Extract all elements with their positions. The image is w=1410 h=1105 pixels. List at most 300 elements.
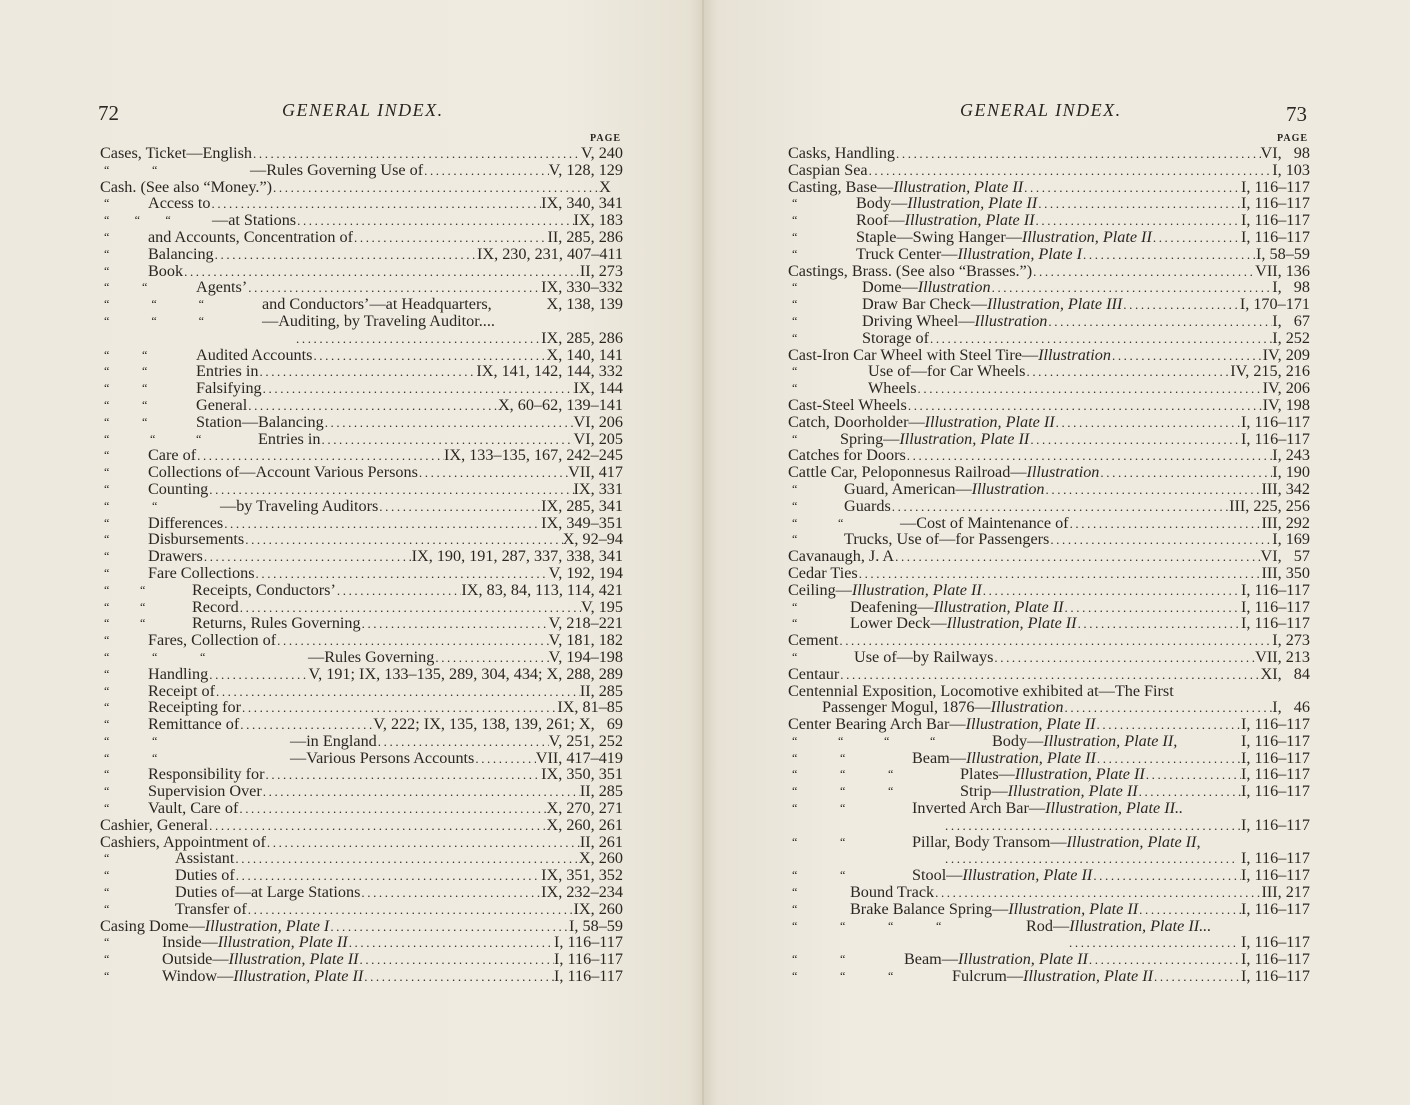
index-entry xyxy=(100,498,623,515)
entry-text: Cast-Iron Car Wheel with Steel Tire— xyxy=(788,345,1039,364)
entry-illustration-note: Illustration, Plate II xyxy=(1007,782,1138,801)
entry-heading xyxy=(100,800,238,817)
index-entry xyxy=(100,330,623,347)
entry-text: Storage of xyxy=(862,328,929,347)
entry-text: —in England xyxy=(290,731,377,750)
page-reference: I, 116–117 xyxy=(1241,950,1310,969)
index-entry xyxy=(788,884,1310,901)
index-entry xyxy=(100,229,623,246)
ditto-mark: “ xyxy=(104,801,110,816)
entry-heading xyxy=(788,162,868,179)
entry-heading xyxy=(788,834,1201,851)
page-reference: I, 116–117 xyxy=(1241,967,1310,986)
dot-leader xyxy=(1032,264,1255,281)
entry-heading xyxy=(100,263,183,280)
entry-illustration-note: Illustration, Plate II xyxy=(228,950,359,969)
entry-heading xyxy=(100,548,203,565)
page-reference: IX, 349–351 xyxy=(541,513,623,532)
index-entry xyxy=(100,447,623,464)
entry-heading xyxy=(100,414,324,431)
page-reference: III, 225, 256 xyxy=(1229,496,1310,515)
entry-heading xyxy=(788,279,991,296)
entry-heading xyxy=(788,229,1152,246)
page-reference: II, 273 xyxy=(579,261,623,280)
index-entry xyxy=(100,565,623,582)
entry-text: Duties of xyxy=(175,866,235,885)
index-entry xyxy=(788,145,1310,162)
page-reference: I, 116–117 xyxy=(1241,715,1310,734)
entry-text: —Various Persons Accounts xyxy=(290,748,475,767)
page-reference: IX, 141, 142, 144, 332 xyxy=(476,362,623,381)
index-entry xyxy=(788,481,1310,498)
dot-leader xyxy=(1099,465,1272,482)
page-reference: V, 240 xyxy=(581,144,623,162)
page-reference: I, 116–117 xyxy=(1241,731,1310,750)
entry-text: and Conductors’—at Headquarters, xyxy=(262,295,492,314)
index-entry xyxy=(788,515,1310,532)
entry-text: Roof— xyxy=(856,211,905,230)
page-reference: V, 192, 194 xyxy=(548,563,623,582)
entry-text: Transfer of xyxy=(175,899,247,918)
page-reference: VII, 136 xyxy=(1255,261,1310,280)
entry-text: Wheels xyxy=(868,379,917,398)
entry-text: Cavanaugh, J. A xyxy=(788,547,895,566)
page-reference: I, 116–117 xyxy=(1241,227,1310,246)
ditto-mark: “ xyxy=(104,196,110,211)
ditto-mark: “ xyxy=(792,196,798,211)
ditto-mark: “ xyxy=(888,918,894,933)
entry-text: Drawers xyxy=(148,547,203,566)
entry-text: Beam— xyxy=(912,748,966,767)
entry-illustration-note: Illustration, Plate II.. xyxy=(1045,799,1184,818)
entry-heading xyxy=(788,918,1211,935)
entry-text: Center Bearing Arch Bar— xyxy=(788,715,966,734)
ditto-mark: “ xyxy=(792,481,798,496)
page-number: 73 xyxy=(1286,102,1307,126)
entry-text: —at Stations xyxy=(212,211,297,230)
dot-leader xyxy=(266,835,580,852)
entry-heading xyxy=(788,531,1049,548)
page-reference: II, 285, 286 xyxy=(547,227,623,246)
page-reference: VII, 417–419 xyxy=(535,748,623,767)
entry-text: Use of—for Car Wheels xyxy=(868,362,1026,381)
entry-heading xyxy=(100,968,363,985)
ditto-mark: “ xyxy=(104,901,110,916)
entry-heading xyxy=(100,498,378,515)
page-column-label: PAGE xyxy=(590,133,622,144)
index-entry xyxy=(788,766,1310,783)
page-reference: X, 92–94 xyxy=(562,530,623,549)
page-reference: V, 195 xyxy=(581,597,623,616)
ditto-mark: “ xyxy=(142,364,148,379)
entry-text: Collections of—Account Various Persons xyxy=(148,463,418,482)
entry-heading xyxy=(788,145,895,162)
entry-text: Cashiers, Appointment of xyxy=(100,832,266,851)
entry-illustration-note: Illustration, Plate II xyxy=(907,194,1038,213)
dot-leader xyxy=(363,969,554,986)
ditto-mark: “ xyxy=(792,431,798,446)
entry-text: Supervision Over xyxy=(148,782,262,801)
dot-leader xyxy=(324,415,574,432)
entry-heading xyxy=(788,363,1025,380)
page-reference: I, 116–117 xyxy=(1241,412,1310,431)
ditto-mark: “ xyxy=(838,733,844,748)
page-reference: I, 169 xyxy=(1272,530,1310,549)
index-entry xyxy=(100,279,623,296)
index-entry xyxy=(100,918,623,935)
page-reference: IX, 340, 341 xyxy=(541,194,623,213)
page-reference: IX, 351, 352 xyxy=(541,866,623,885)
entry-heading xyxy=(100,380,262,397)
index-entry xyxy=(100,162,623,179)
entry-text: Outside— xyxy=(162,950,229,969)
entry-heading xyxy=(100,683,215,700)
dot-leader xyxy=(358,952,554,969)
dot-leader xyxy=(1122,297,1240,314)
ditto-mark: “ xyxy=(104,717,110,732)
dot-leader xyxy=(348,935,554,952)
page-reference: VI, 205 xyxy=(573,429,623,448)
page-column-label: PAGE xyxy=(1277,133,1309,144)
entry-heading xyxy=(100,296,492,313)
dot-leader xyxy=(1025,364,1230,381)
entry-text: Plates— xyxy=(960,765,1015,784)
entry-heading xyxy=(788,699,1063,716)
entry-heading xyxy=(100,599,239,616)
entry-text: Castings, Brass. (See also “Brasses.”) xyxy=(788,261,1033,280)
page-reference: X xyxy=(599,177,623,196)
entry-text: Station—Balancing xyxy=(196,412,324,431)
entry-text: Balancing xyxy=(148,244,214,263)
entry-text: Truck Center— xyxy=(856,244,958,263)
ditto-mark: “ xyxy=(104,733,110,748)
ditto-mark: “ xyxy=(840,868,846,883)
entry-text: Driving Wheel— xyxy=(862,311,975,330)
dot-leader xyxy=(1037,196,1241,213)
ditto-mark: “ xyxy=(104,381,110,396)
index-entry xyxy=(100,817,623,834)
page-reference: IV, 215, 216 xyxy=(1230,362,1310,381)
page-reference: V, 191; IX, 133–135, 289, 304, 434; X, 288, 289 xyxy=(308,664,623,683)
page-reference: I, 67 xyxy=(1272,311,1310,330)
entry-heading xyxy=(788,515,1069,532)
entry-text: Disbursements xyxy=(148,530,245,549)
ditto-mark: “ xyxy=(104,213,110,228)
ditto-mark: “ xyxy=(165,213,171,228)
ditto-mark: “ xyxy=(792,901,798,916)
ditto-mark: “ xyxy=(792,246,798,261)
entry-text: Centennial Exposition, Locomotive exhibited at—The First xyxy=(788,681,1174,700)
ditto-mark: “ xyxy=(196,431,202,446)
entry-text: Lower Deck— xyxy=(850,614,947,633)
ditto-mark: “ xyxy=(792,918,798,933)
entry-heading xyxy=(788,599,1064,616)
page-reference: I, 46 xyxy=(1272,698,1310,717)
page-reference: I, 116–117 xyxy=(1241,782,1310,801)
ditto-mark: “ xyxy=(792,750,798,765)
entry-text: Fare Collections xyxy=(148,563,255,582)
entry-heading xyxy=(100,397,247,414)
entry-heading xyxy=(788,666,839,683)
index-entry xyxy=(100,414,623,431)
entry-heading xyxy=(788,179,1023,196)
index-entry xyxy=(788,582,1310,599)
dot-leader xyxy=(1047,314,1272,331)
entry-heading xyxy=(100,162,423,179)
ditto-mark: “ xyxy=(792,213,798,228)
entry-text: Cattle Car, Peloponnesus Railroad— xyxy=(788,463,1027,482)
index-entry xyxy=(100,599,623,616)
page-reference: I, 243 xyxy=(1272,446,1310,465)
page-reference: IV, 209 xyxy=(1262,345,1310,364)
dot-leader xyxy=(295,331,541,348)
entry-heading xyxy=(100,716,239,733)
index-entry xyxy=(788,834,1310,851)
ditto-mark: “ xyxy=(792,330,798,345)
ditto-mark: “ xyxy=(792,381,798,396)
dot-leader xyxy=(1145,767,1241,784)
index-entry xyxy=(788,195,1310,212)
index-entry xyxy=(788,817,1310,834)
page-reference: III, 350 xyxy=(1261,563,1310,582)
dot-leader xyxy=(1023,180,1241,197)
entry-illustration-note: Illustration, Plate II xyxy=(957,950,1088,969)
entry-illustration-note: Illustration, Plate II xyxy=(233,967,364,986)
ditto-mark: “ xyxy=(104,481,110,496)
page-reference: II, 285 xyxy=(579,681,623,700)
entry-heading xyxy=(788,565,858,582)
entry-heading xyxy=(100,934,348,951)
index-entry xyxy=(100,968,623,985)
index-entry xyxy=(100,783,623,800)
page-reference: IX, 83, 84, 113, 114, 421 xyxy=(461,580,623,599)
entry-illustration-note: Illustration, Plate II xyxy=(217,933,348,952)
page-reference: I, 116–117 xyxy=(1241,748,1310,767)
entry-heading xyxy=(100,867,235,884)
entry-text: Brake Balance Spring— xyxy=(850,899,1009,918)
entry-heading xyxy=(100,447,196,464)
index-entry xyxy=(788,615,1310,632)
entry-heading xyxy=(100,145,252,162)
entry-heading xyxy=(788,901,1138,918)
page-reference: I, 116–117 xyxy=(1241,614,1310,633)
entry-heading xyxy=(788,397,907,414)
page-reference: I, 116–117 xyxy=(1241,815,1310,834)
ditto-mark: “ xyxy=(792,364,798,379)
entry-text: and Accounts, Concentration of xyxy=(148,227,353,246)
index-entry xyxy=(100,263,623,280)
entry-text: Trucks, Use of—for Passengers xyxy=(844,530,1050,549)
running-head: GENERAL INDEX. xyxy=(282,100,444,120)
ditto-mark: “ xyxy=(151,313,157,328)
page-reference: II, 285 xyxy=(579,782,623,801)
entry-heading xyxy=(788,347,1111,364)
dot-leader xyxy=(223,516,541,533)
ditto-mark: “ xyxy=(104,767,110,782)
page-reference: I, 103 xyxy=(1272,160,1310,179)
dot-leader xyxy=(1055,415,1241,432)
entry-heading xyxy=(100,649,434,666)
entry-text: Fares, Collection of xyxy=(148,631,277,650)
ditto-mark: “ xyxy=(134,213,140,228)
ditto-mark: “ xyxy=(792,229,798,244)
dot-leader xyxy=(894,549,1260,566)
entry-text: Falsifying xyxy=(196,379,262,398)
page-reference: IX, 230, 231, 407–411 xyxy=(477,244,623,263)
page-reference: I, 58–59 xyxy=(569,916,623,935)
page-reference: I, 116–117 xyxy=(1241,580,1310,599)
entry-illustration-note: Illustration, Plate II xyxy=(899,429,1030,448)
entry-heading xyxy=(100,313,495,330)
ditto-mark: “ xyxy=(104,297,110,312)
ditto-mark: “ xyxy=(104,532,110,547)
entry-heading xyxy=(788,447,906,464)
entry-text: Entries in xyxy=(196,362,259,381)
dot-leader xyxy=(264,767,541,784)
ditto-mark: “ xyxy=(792,313,798,328)
index-entry xyxy=(788,666,1310,683)
ditto-mark: “ xyxy=(104,347,110,362)
page-reference: I, 58–59 xyxy=(1256,244,1310,263)
dot-leader xyxy=(1049,532,1272,549)
index-entry xyxy=(100,246,623,263)
index-entry xyxy=(100,380,623,397)
ditto-mark: “ xyxy=(792,649,798,664)
index-entry xyxy=(100,481,623,498)
ditto-mark: “ xyxy=(838,515,844,530)
index-entry xyxy=(100,582,623,599)
ditto-mark: “ xyxy=(104,565,110,580)
ditto-mark: “ xyxy=(104,364,110,379)
entry-text: Use of—by Railways xyxy=(854,647,994,666)
index-entry xyxy=(788,683,1310,700)
ditto-mark: “ xyxy=(792,733,798,748)
entry-text: Book xyxy=(148,261,184,280)
page-reference: IX, 330–332 xyxy=(541,278,623,297)
entry-text: Cashier, General xyxy=(100,815,209,834)
ditto-mark: “ xyxy=(198,313,204,328)
index-entries xyxy=(100,145,623,985)
page-reference: X, 260, 261 xyxy=(546,815,623,834)
index-entry xyxy=(788,599,1310,616)
page-reference: I, 116–117 xyxy=(1237,849,1310,868)
entry-text: Rod— xyxy=(1026,916,1070,935)
index-entry xyxy=(100,145,623,162)
page-reference: III, 217 xyxy=(1261,883,1310,902)
index-entry xyxy=(788,649,1310,666)
ditto-mark: “ xyxy=(840,952,846,967)
dot-leader xyxy=(215,684,580,701)
dot-leader xyxy=(238,801,546,818)
index-entry xyxy=(100,431,623,448)
entry-heading xyxy=(788,951,1088,968)
page-reference: III, 342 xyxy=(1261,479,1310,498)
ditto-mark: “ xyxy=(792,834,798,849)
index-entry xyxy=(100,212,623,229)
index-entry xyxy=(788,464,1310,481)
ditto-mark: “ xyxy=(104,582,110,597)
index-entry xyxy=(100,699,623,716)
index-entry xyxy=(100,296,623,313)
page-reference: I, 116–117 xyxy=(1241,765,1310,784)
dot-leader xyxy=(336,583,462,600)
entry-illustration-note: Illustration, Plate II xyxy=(924,412,1055,431)
dot-leader xyxy=(418,465,568,482)
entry-text: Pillar, Body Transom— xyxy=(912,832,1067,851)
dot-leader xyxy=(917,381,1263,398)
page-reference: VII, 417 xyxy=(568,463,623,482)
entry-illustration-note: Illustration xyxy=(990,698,1064,717)
entry-illustration-note: Illustration, Plate II xyxy=(946,614,1077,633)
ditto-mark: “ xyxy=(142,381,148,396)
index-entry xyxy=(788,783,1310,800)
ditto-mark: “ xyxy=(104,515,110,530)
ditto-mark: “ xyxy=(792,297,798,312)
index-entry xyxy=(100,515,623,532)
dot-leader xyxy=(895,146,1261,163)
ditto-mark: “ xyxy=(888,784,894,799)
entry-heading xyxy=(788,867,1092,884)
ditto-mark: “ xyxy=(152,733,158,748)
entry-illustration-note: Illustration, Plate II xyxy=(904,211,1035,230)
index-entry xyxy=(788,347,1310,364)
dot-leader xyxy=(361,616,549,633)
entry-text: Casting, Base— xyxy=(788,177,894,196)
page-reference: I, 116–117 xyxy=(1241,177,1310,196)
entry-text: Beam— xyxy=(904,950,958,969)
entry-text: Casks, Handling xyxy=(788,144,896,162)
dot-leader xyxy=(360,885,541,902)
ditto-mark: “ xyxy=(792,515,798,530)
entry-text: Audited Accounts xyxy=(196,345,313,364)
entry-illustration-note: Illustration, Plate II xyxy=(1008,899,1139,918)
page-reference: I, 116–117 xyxy=(1241,194,1310,213)
ditto-mark: “ xyxy=(930,733,936,748)
ditto-mark: “ xyxy=(140,599,146,614)
entry-heading xyxy=(788,414,1055,431)
ditto-mark: “ xyxy=(792,801,798,816)
page-reference: V, 222; IX, 135, 138, 139, 261; X, 69 xyxy=(373,715,623,734)
page-reference: V, 181, 182 xyxy=(548,631,623,650)
entry-text: Catch, Doorholder— xyxy=(788,412,925,431)
index-entry xyxy=(100,951,623,968)
dot-leader xyxy=(1077,616,1241,633)
entry-heading xyxy=(100,632,276,649)
entry-illustration-note: Illustration, Plate II, xyxy=(1066,832,1201,851)
index-entry xyxy=(100,548,623,565)
entry-heading xyxy=(100,347,312,364)
entry-heading xyxy=(100,901,247,918)
entry-text: Strip— xyxy=(960,782,1008,801)
ditto-mark: “ xyxy=(104,280,110,295)
ditto-mark: “ xyxy=(792,498,798,513)
entry-text: Cash. (See also “Money.”) xyxy=(100,177,273,196)
entry-text: Centaur xyxy=(788,664,840,683)
entry-heading xyxy=(100,582,336,599)
entry-text: Differences xyxy=(148,513,224,532)
page-reference: I, 116–117 xyxy=(1241,597,1310,616)
entry-illustration-note: Illustration, Plate III xyxy=(986,295,1123,314)
entry-heading xyxy=(100,699,241,716)
entry-text: —Cost of Maintenance of xyxy=(900,513,1069,532)
page-reference: V, 218–221 xyxy=(548,614,623,633)
entry-heading xyxy=(100,834,266,851)
index-entry xyxy=(788,850,1310,867)
page-reference: IX, 144 xyxy=(573,379,623,398)
index-entry xyxy=(100,750,623,767)
page-reference: VII, 213 xyxy=(1255,647,1310,666)
entry-heading xyxy=(788,380,917,397)
